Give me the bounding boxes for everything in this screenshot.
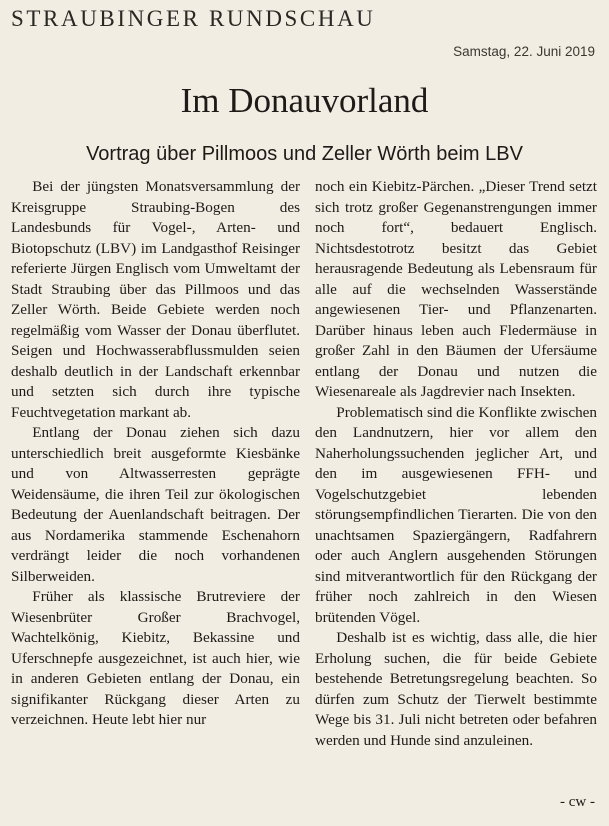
- article-subheadline: Vortrag über Pillmoos und Zeller Wörth beim LBV: [86, 143, 523, 165]
- paragraph-2: Entlang der Donau ziehen sich dazu unterschiedlich breit ausgeformte Kiesbänke und von Altwasserresten geprägte Weidensäume, die ihren Teil zur ökologischen Bedeutung der Auenlandschaft beitragen. Der aus Nordamerika stammende Eschenahorn verdrängt leider die noch vorhandenen Silberweiden.: [11, 424, 300, 585]
- paragraph-5: Deshalb ist es wichtig, dass alle, die hier Erholung suchen, die für beide Gebiete bestehende Betretungsregelung beachten. So dürfen zum Schutz der Tierwelt bestimmte Wege bis 31. Juli nicht betreten oder befahren werden und Hunde sind anzuleinen.: [315, 629, 597, 749]
- paragraph-4: Problematisch sind die Konflikte zwischen den Landnutzern, hier vor allem den Naherholungssuchenden jeglicher Art, und den im ausgewiesenen FFH- und Vogelschutzgebiet lebenden störungsempfindlichen Tierarten. Die von den unachtsamen Spaziergängern, Radfahrern oder auch Anglern ausgehenden Störungen sind mitverantwortlich für den Rückgang der früher noch zahlreich in den Wiesen brütenden Vögel.: [315, 403, 597, 626]
- publication-date: Samstag, 22. Juni 2019: [453, 44, 595, 59]
- paragraph-1: Bei der jüngsten Monatsversammlung der Kreisgruppe Straubing-Bogen des Landesbunds für Vogel-, Arten- und Biotopschutz (LBV) im Landgasthof Reisinger referierte Jürgen Englisch vom Umweltamt der Stadt Straubing über das Pillmoos und das Zeller Wörth. Beide Gebiete werden noch regelmäßig vom Wasser der Donau überflutet. Seigen und Hochwasserabflussmulden seien deshalb deutlich in der Landschaft erkennbar und setzten sich durch ihre typische Feuchtvegetation markant ab.: [11, 178, 300, 421]
- author-signature: - cw -: [560, 794, 595, 810]
- paragraph-3-continued: noch ein Kiebitz-Pärchen. „Dieser Trend setzt sich trotz großer Gegenanstrengungen immer noch fort“, bedauert Englisch. Nichtsdestotrotz besitzt das Gebiet herausragende Bedeutung als Lebensraum für alle auf die wechselnden Wasserstände angewiesenen Tier- und Pflanzenarten. Darüber hinaus leben auch Fledermäuse in großer Zahl in den Bäumen der Ufersäume entlang der Donau und nutzen die Wiesenareale als Jagdrevier nach Insekten.: [315, 178, 597, 400]
- article-headline: Im Donauvorland: [180, 81, 429, 120]
- paragraph-3: Früher als klassische Brutreviere der Wiesenbrüter Großer Brachvogel, Wachtelkönig, Kiebitz, Bekassine und Uferschnepfe ausgezeichnet, ist auch hier, wie in anderen Gebieten entlang der Donau, ein signifikanter Rückgang dieser Arten zu verzeichnen. Heute lebt hier nur: [11, 588, 300, 728]
- article-column-left: [11, 177, 300, 731]
- article-column-right: [315, 177, 597, 751]
- newspaper-name: STRAUBINGER RUNDSCHAU: [11, 6, 376, 31]
